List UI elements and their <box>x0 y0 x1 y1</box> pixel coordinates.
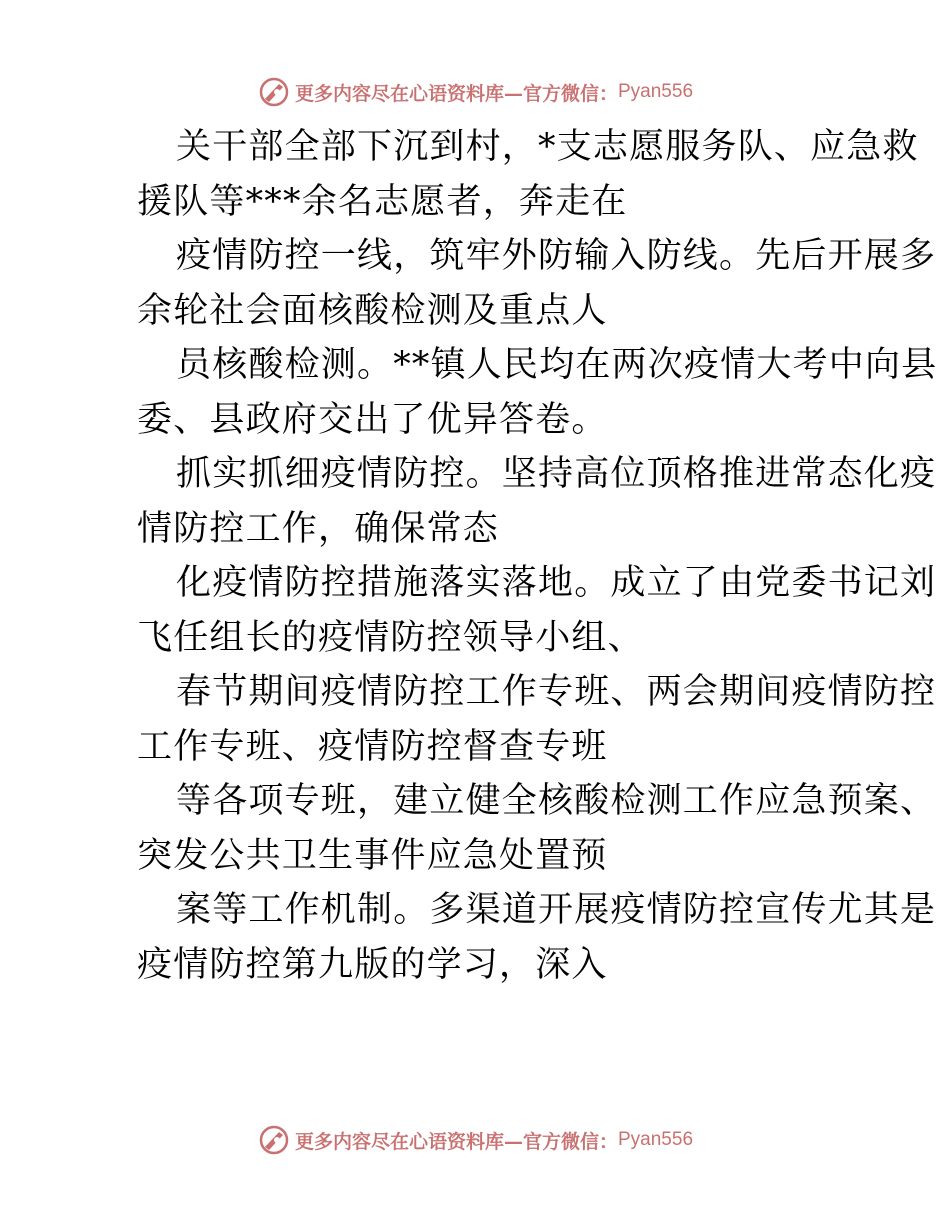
text-line: 关干部全部下沉到村，*支志愿服务队、应急救 <box>176 127 919 167</box>
text-line: 疫情防控第九版的学习，深入 <box>137 944 608 985</box>
paragraph <box>98 774 937 883</box>
text-line: 春节期间疫情防控工作专班、两会期间疫情防控 <box>176 672 937 712</box>
paragraph <box>98 556 937 665</box>
text-line: 余轮社会面核酸检测及重点人 <box>137 290 608 331</box>
paragraph <box>98 338 938 447</box>
paragraph <box>98 883 937 992</box>
text-line: 飞任组长的疫情防控领导小组、 <box>137 617 644 658</box>
text-line: 案等工作机制。多渠道开展疫情防控宣传尤其是 <box>176 890 937 930</box>
text-line: 委、县政府交出了优异答卷。 <box>137 399 608 440</box>
text-line: 突发公共卫生事件应急处置预 <box>137 835 608 876</box>
text-line: 情防控工作，确保常态 <box>137 508 500 549</box>
paragraph <box>98 665 937 774</box>
watermark-id: Pyan556 <box>618 1129 694 1150</box>
text-line: 化疫情防控措施落实落地。成立了由党委书记刘 <box>176 563 937 603</box>
text-line: 疫情防控一线，筑牢外防输入防线。先后开展多 <box>176 236 937 276</box>
paragraph <box>98 120 919 229</box>
footer-watermark <box>0 1120 950 1160</box>
text-line: 工作专班、疫情防控督查专班 <box>137 726 608 767</box>
text-line: 抓实抓细疫情防控。坚持高位顶格推进常态化疫 <box>176 454 937 494</box>
document-body <box>98 120 938 992</box>
pen-logo-icon <box>257 1123 291 1157</box>
paragraph <box>98 447 937 556</box>
pen-logo-icon <box>257 75 291 109</box>
watermark-text: 更多内容尽在心语资料库—官方微信： <box>294 82 618 105</box>
watermark-id: Pyan556 <box>618 81 694 102</box>
paragraph <box>98 229 937 338</box>
text-line: 援队等***余名志愿者，奔走在 <box>137 181 628 222</box>
watermark-text: 更多内容尽在心语资料库—官方微信： <box>294 1130 618 1153</box>
text-line: 员核酸检测。**镇人民均在两次疫情大考中向县 <box>176 345 938 385</box>
header-watermark <box>0 72 950 112</box>
text-line: 等各项专班，建立健全核酸检测工作应急预案、 <box>176 781 937 821</box>
